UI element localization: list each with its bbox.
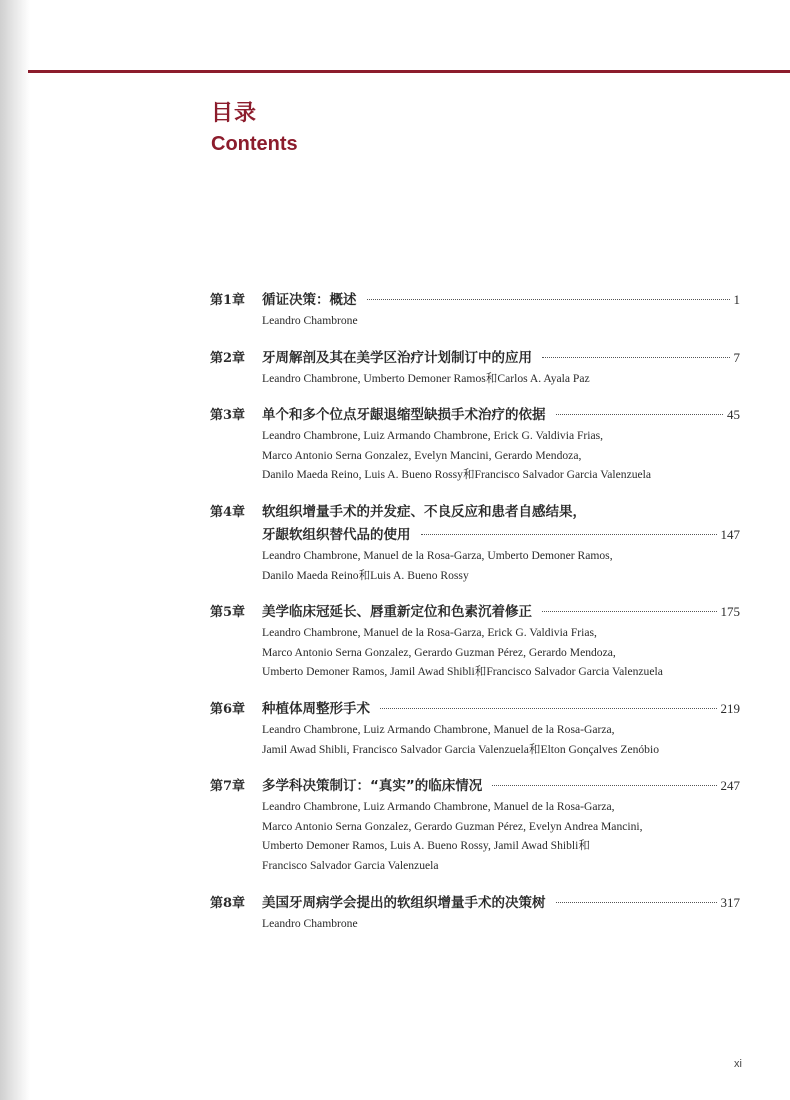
chapter-page-number: 317 bbox=[720, 894, 740, 910]
toc-title-row bbox=[210, 403, 740, 426]
author-line: Leandro Chambrone bbox=[262, 916, 358, 930]
chapter-number: 第1章 bbox=[210, 293, 246, 308]
chapter-authors bbox=[262, 797, 740, 875]
author-line: Marco Antonio Serna Gonzalez, Gerardo Guzman Pérez, Gerardo Mendoza, bbox=[262, 645, 616, 659]
author-line: Leandro Chambrone, Luiz Armando Chambrone, Erick G. Valdivia Frias, bbox=[262, 429, 604, 443]
toc-entry[interactable] bbox=[210, 774, 740, 875]
chapter-number: 第3章 bbox=[210, 408, 246, 424]
page-title-chinese: 目录 bbox=[211, 101, 258, 126]
dot-leader bbox=[542, 611, 717, 612]
author-line: Umberto Demoner Ramos, Luis A. Bueno Rossy, Jamil Awad Shibli和 bbox=[262, 839, 590, 853]
toc-entry[interactable] bbox=[210, 500, 740, 585]
author-line: Marco Antonio Serna Gonzalez, Evelyn Mancini, Gerardo Mendoza, bbox=[262, 448, 582, 462]
chapter-title: 单个和多个位点牙龈退缩型缺损手术治疗的依据 bbox=[262, 407, 546, 424]
toc-entry[interactable] bbox=[210, 891, 740, 934]
author-line: Jamil Awad Shibli, Francisco Salvador Garcia Valenzuela和Elton Gonçalves Zenóbio bbox=[262, 742, 659, 756]
page-number: xi bbox=[734, 1058, 742, 1070]
toc-title-row bbox=[210, 891, 740, 914]
chapter-number: 第8章 bbox=[210, 895, 246, 911]
author-line: Danilo Maeda Reino和Luis A. Bueno Rossy bbox=[262, 568, 469, 582]
author-line: Leandro Chambrone, Manuel de la Rosa-Garza, Erick G. Valdivia Frias, bbox=[262, 626, 597, 640]
chapter-number: 第4章 bbox=[210, 504, 246, 520]
dot-leader bbox=[556, 414, 724, 415]
toc-title-row bbox=[210, 500, 740, 523]
toc-title-row bbox=[210, 288, 740, 311]
chapter-page-number: 1 bbox=[733, 292, 740, 307]
chapter-number: 第6章 bbox=[210, 701, 246, 717]
author-line: Danilo Maeda Reino, Luis A. Bueno Rossy和Francisco Salvador Garcia Valenzuela bbox=[262, 468, 652, 482]
chapter-number: 第7章 bbox=[210, 779, 246, 795]
chapter-title: 多学科决策制订：“真实”的临床情况 bbox=[262, 778, 483, 795]
page-title-english: Contents bbox=[211, 133, 298, 155]
author-line: Leandro Chambrone, Luiz Armando Chambrone, Manuel de la Rosa-Garza, bbox=[262, 722, 615, 736]
author-line: Leandro Chambrone, Manuel de la Rosa-Garza, Umberto Demoner Ramos, bbox=[262, 548, 613, 562]
dot-leader bbox=[367, 299, 730, 300]
chapter-authors bbox=[262, 369, 740, 389]
author-line: Francisco Salvador Garcia Valenzuela bbox=[262, 858, 439, 872]
chapter-title: 美学临床冠延长、唇重新定位和色素沉着修正 bbox=[262, 604, 532, 621]
author-line: Umberto Demoner Ramos, Jamil Awad Shibli和Francisco Salvador Garcia Valenzuela bbox=[262, 665, 663, 679]
header-rule bbox=[28, 70, 790, 73]
toc-title-row bbox=[210, 697, 740, 720]
chapter-title: 牙龈软组织替代品的使用 bbox=[262, 526, 411, 543]
chapter-page-number: 219 bbox=[720, 700, 740, 716]
chapter-title: 美国牙周病学会提出的软组织增量手术的决策树 bbox=[262, 894, 546, 911]
chapter-page-number: 45 bbox=[727, 407, 740, 423]
chapter-number: 第5章 bbox=[210, 605, 246, 621]
chapter-authors bbox=[262, 426, 740, 485]
toc-entry[interactable] bbox=[210, 697, 740, 759]
chapter-authors bbox=[262, 311, 740, 331]
toc-title-row bbox=[210, 600, 740, 623]
chapter-page-number: 247 bbox=[720, 778, 740, 794]
chapter-page-number: 175 bbox=[720, 604, 740, 620]
dot-leader bbox=[380, 708, 717, 709]
toc-entry[interactable] bbox=[210, 403, 740, 485]
chapter-page-number: 7 bbox=[733, 349, 740, 365]
dot-leader bbox=[542, 357, 730, 358]
toc-title-row bbox=[210, 774, 740, 797]
chapter-number: 第2章 bbox=[210, 350, 246, 366]
toc-title-row bbox=[210, 346, 740, 369]
dot-leader bbox=[421, 534, 717, 535]
chapter-authors bbox=[262, 623, 740, 682]
table-of-contents bbox=[210, 288, 740, 948]
chapter-page-number: 147 bbox=[720, 526, 740, 542]
chapter-authors bbox=[262, 546, 740, 585]
chapter-title: 种植体周整形手术 bbox=[262, 700, 370, 717]
toc-title-row bbox=[210, 523, 740, 546]
author-line: Leandro Chambrone, Luiz Armando Chambrone, Manuel de la Rosa-Garza, bbox=[262, 800, 615, 814]
chapter-title: 牙周解剖及其在美学区治疗计划制订中的应用 bbox=[262, 349, 532, 366]
chapter-title: 软组织增量手术的并发症、不良反应和患者自感结果， bbox=[262, 503, 586, 520]
toc-entry[interactable] bbox=[210, 346, 740, 389]
dot-leader bbox=[556, 902, 717, 903]
author-line: Leandro Chambrone, Umberto Demoner Ramos和Carlos A. Ayala Paz bbox=[262, 371, 590, 385]
toc-entry[interactable] bbox=[210, 288, 740, 331]
author-line: Marco Antonio Serna Gonzalez, Gerardo Guzman Pérez, Evelyn Andrea Mancini, bbox=[262, 819, 643, 833]
dot-leader bbox=[492, 785, 716, 786]
book-spine-shadow bbox=[0, 0, 30, 1100]
chapter-title: 循证决策：概述 bbox=[262, 292, 357, 308]
author-line: Leandro Chambrone bbox=[262, 314, 358, 327]
chapter-authors bbox=[262, 720, 740, 759]
chapter-authors bbox=[262, 914, 740, 934]
toc-entry[interactable] bbox=[210, 600, 740, 682]
